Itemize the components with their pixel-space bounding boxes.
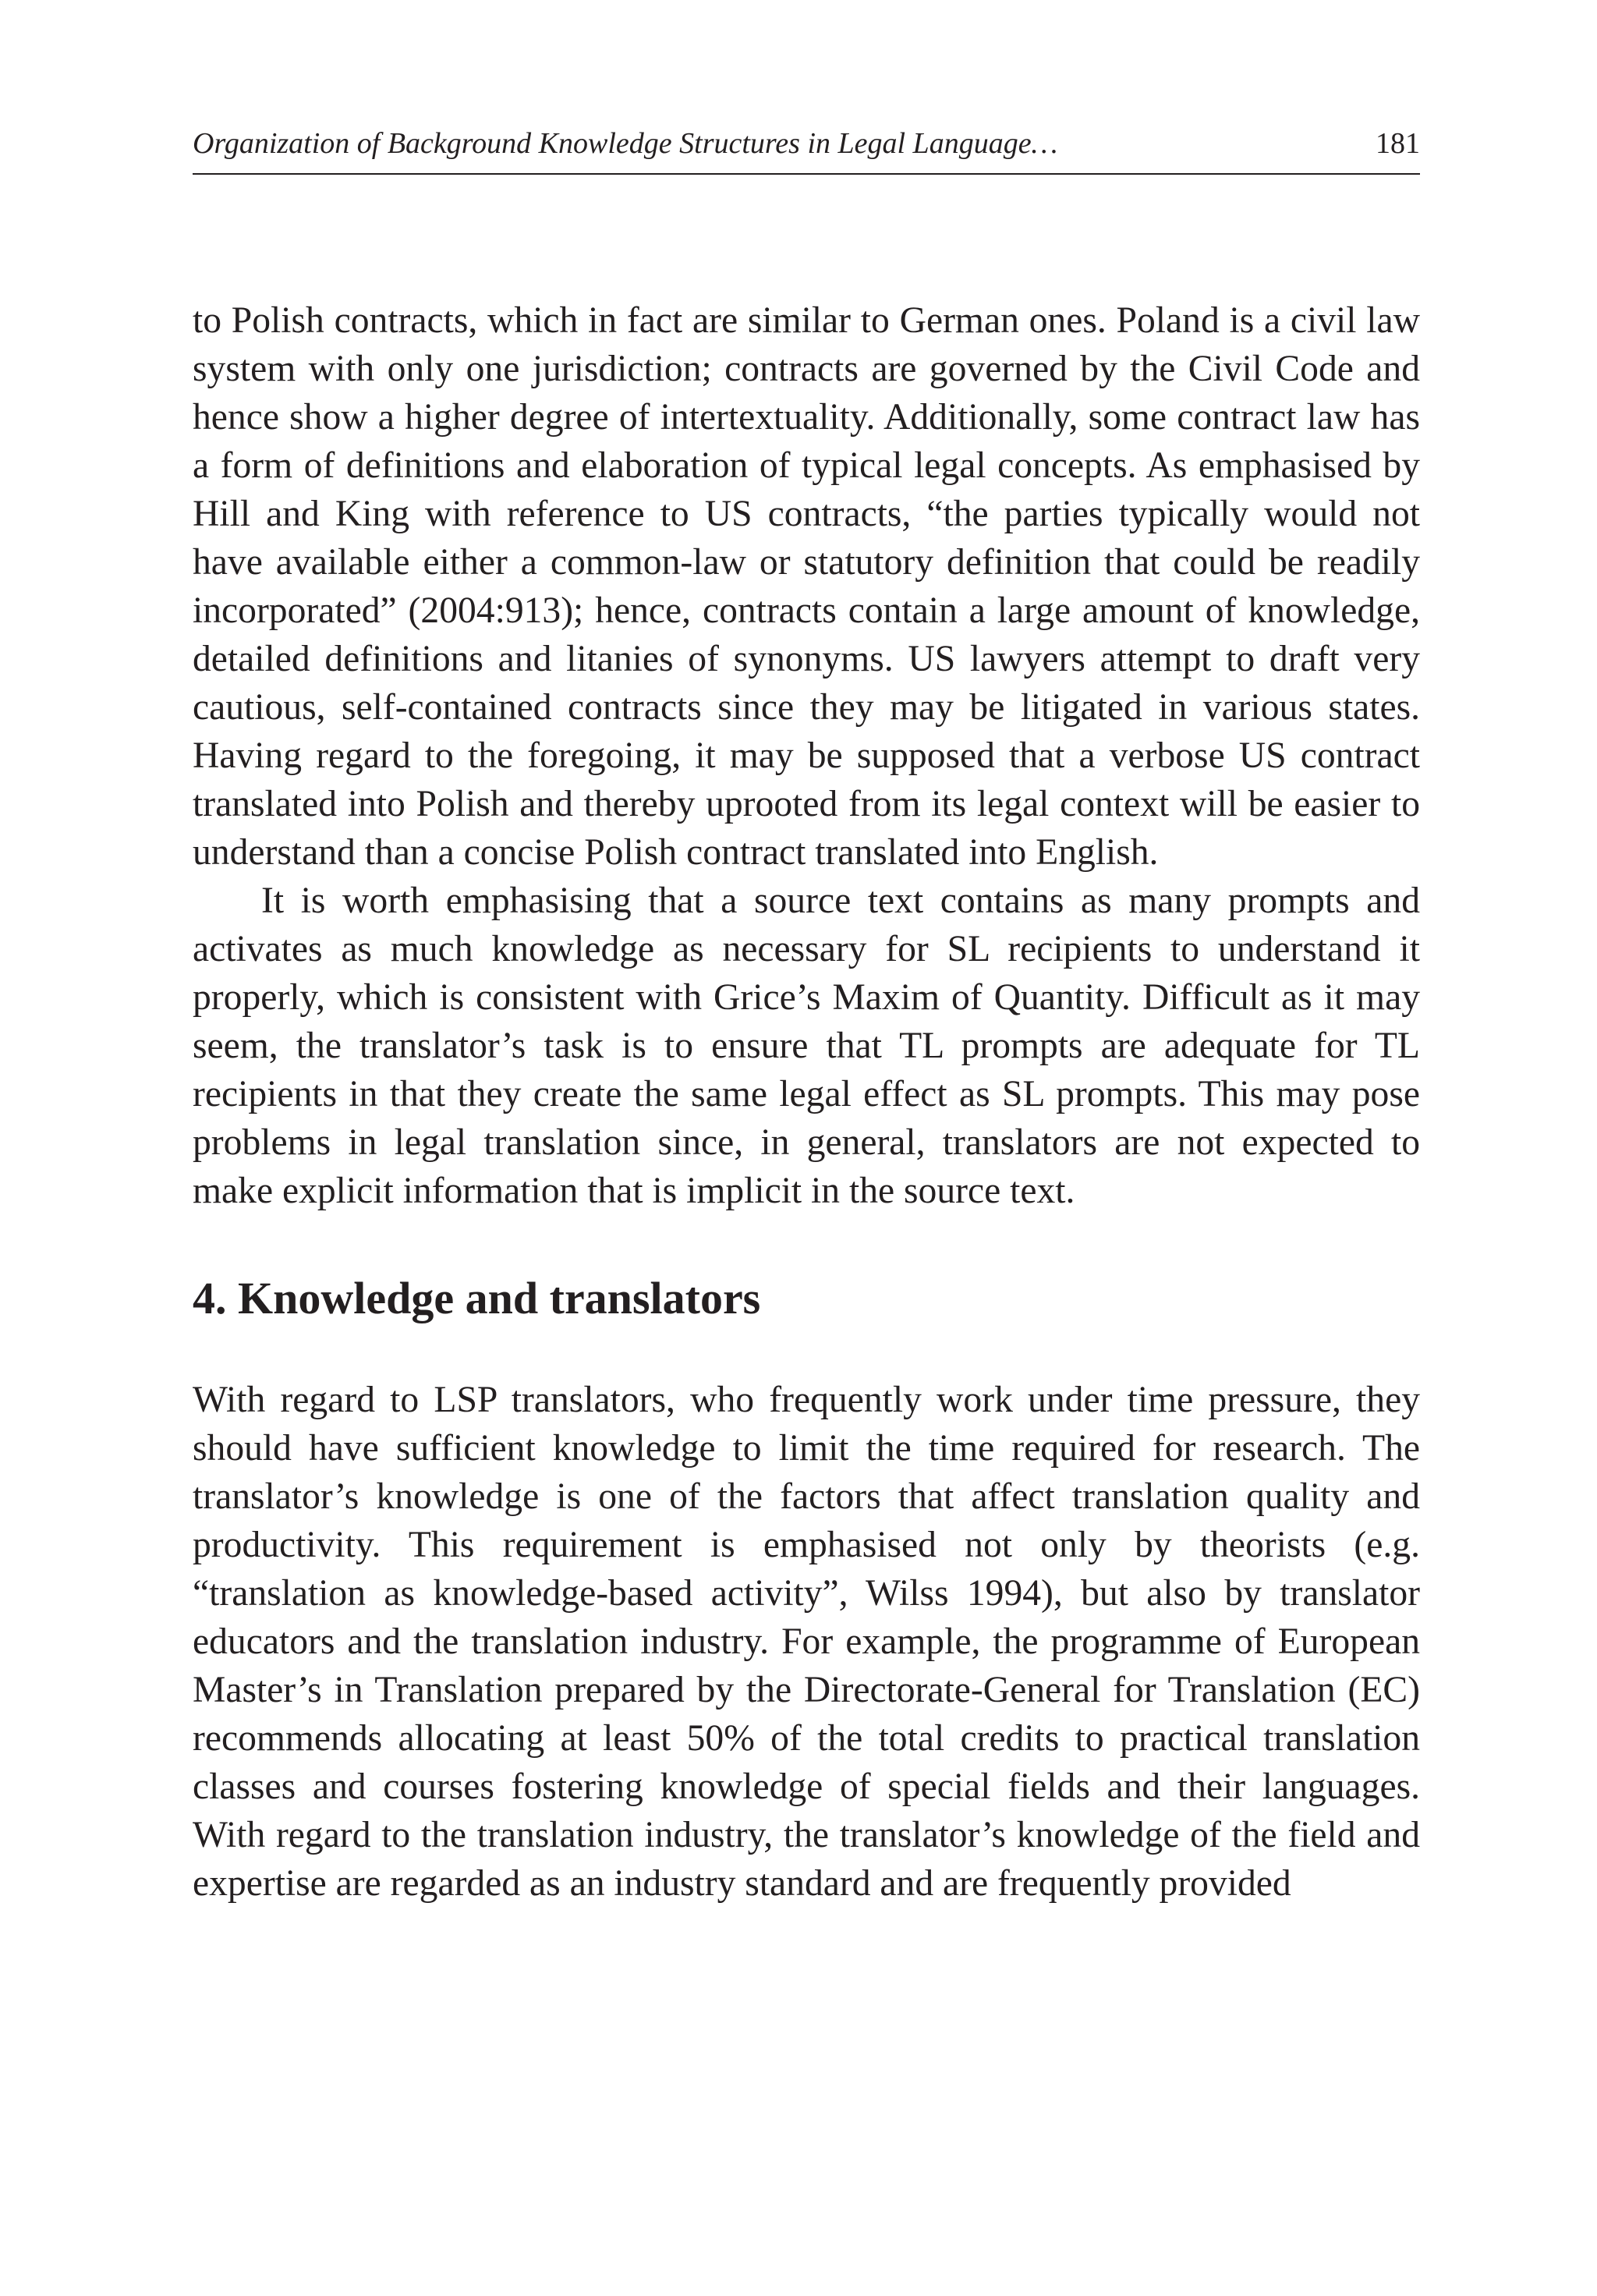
section-heading: 4. Knowledge and translators xyxy=(193,1273,761,1323)
body-text xyxy=(193,296,1420,1908)
running-title: Organization of Background Knowledge Structures in Legal Language… xyxy=(193,127,1058,160)
paragraph-continuation: to Polish contracts, which in fact are similar to German ones. Poland is a civil law system with only one jurisdiction; contracts are governed by the Civil Code and hence show a higher degree of intertextuality. Additionally, some contract law has a form of definitions and elaboration of typical legal concepts. As emphasised by Hill and King with reference to US contracts, “the parties typically would not have available either a common-law or statutory definition that could be readily incorporated” (2004:913); hence, contracts contain a large amount of knowledge, detailed definitions and litanies of synonyms. US lawyers attempt to draft very cautious, self-contained contracts since they may be litigated in various states. Having regard to the foregoing, it may be supposed that a verbose US contract translated into Polish and thereby uprooted from its legal context will be easier to understand than a concise Polish contract translated into English. xyxy=(193,300,1420,873)
page-number: 181 xyxy=(1376,127,1420,160)
running-header xyxy=(193,123,1420,175)
paragraph-prompts: It is worth emphasising that a source text contains as many prompts and activates as much knowledge as necessary for SL recipients to understand it properly, which is consistent with Grice’s Maxim of Quantity. Difficult as it may seem, the translator’s task is to ensure that TL prompts are adequate for TL recipients in that they create the same legal effect as SL prompts. This may pose problems in legal translation since, in general, translators are not expected to make explicit information that is implicit in the source text. xyxy=(193,880,1420,1211)
paragraph-knowledge-translators: With regard to LSP translators, who frequently work under time pressure, they should have sufficient knowledge to limit the time required for research. The translator’s knowledge is one of the factors that affect translation quality and productivity. This requirement is emphasised not only by theorists (e.g. “translation as knowledge-based activity”, Wilss 1994), but also by translator educators and the translation industry. For example, the programme of European Master’s in Translation prepared by the Directorate-General for Translation (EC) recommends allocating at least 50% of the total credits to practical translation classes and courses fostering knowledge of special fields and their languages. With regard to the translation industry, the translator’s knowledge of the field and expertise are regarded as an industry standard and are frequently provided xyxy=(193,1380,1420,1904)
